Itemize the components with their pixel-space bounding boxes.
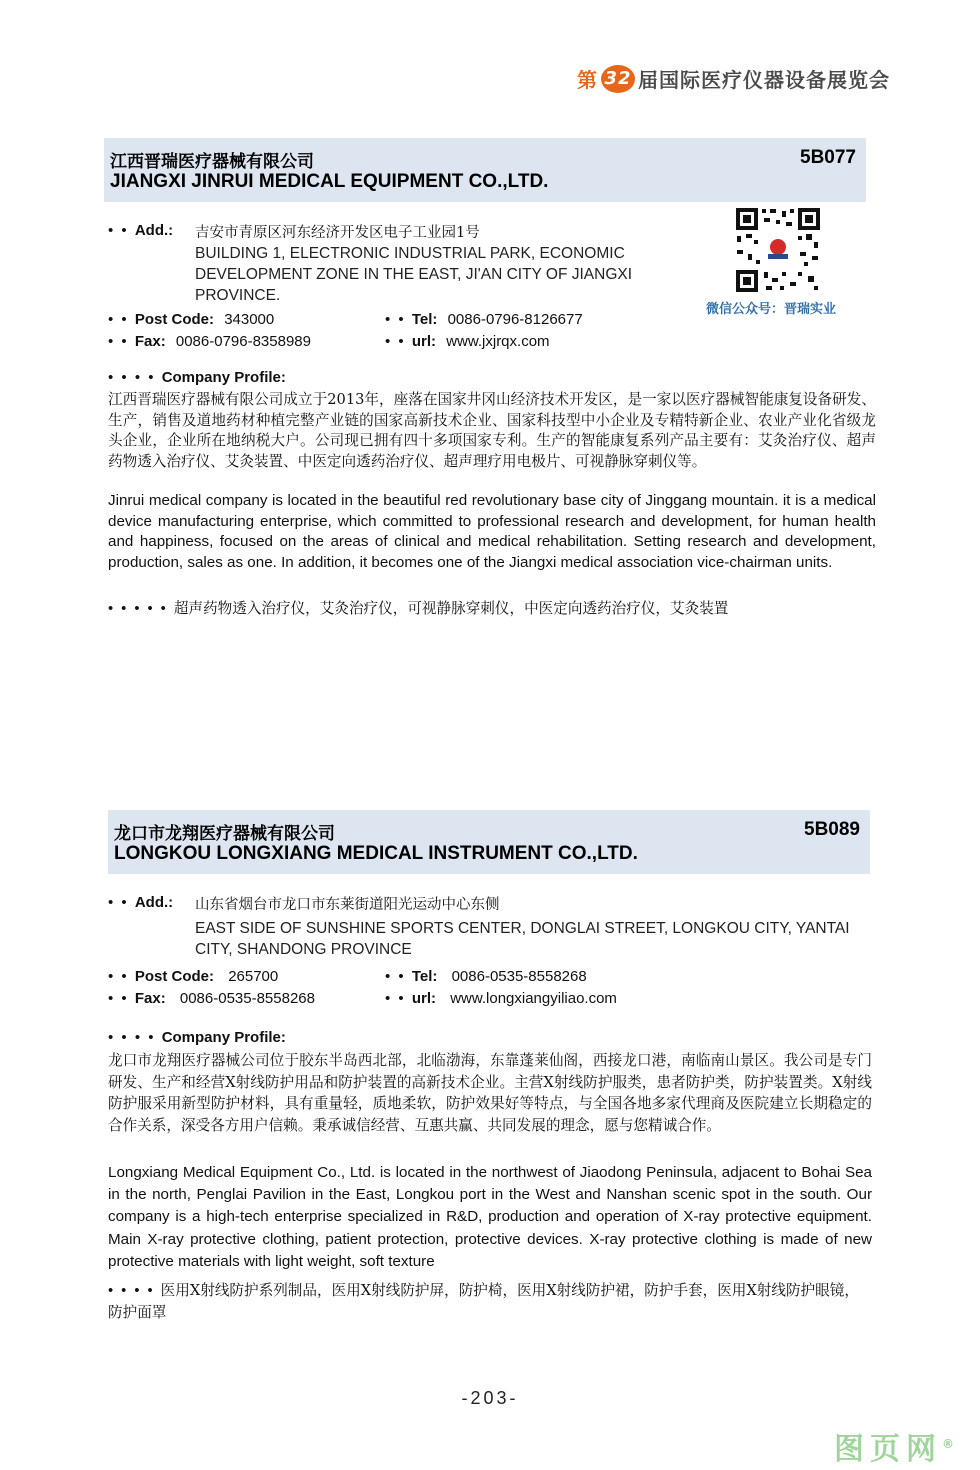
profile-label-row: • • • • Company Profile: — [108, 369, 286, 386]
tel-label: Tel: — [411, 968, 438, 985]
profile-label: Company Profile: — [161, 1029, 286, 1046]
address-en: EAST SIDE OF SUNSHINE SPORTS CENTER, DONGLAI STREET, LONGKOU CITY, YANTAI CITY, SHANDONG PROVINCE — [195, 920, 850, 958]
url-row: • • url: www.longxiangyiliao.com — [385, 990, 617, 1007]
company-name-en: JIANGXI JINRUI MEDICAL EQUIPMENT CO.,LTD. — [110, 171, 549, 192]
profile-cn: 江西晋瑞医疗器械有限公司成立于2013年，座落在国家井冈山经济技术开发区，是一家以医疗器械智能康复设备研发、生产，销售及道地药材种植完整产业链的国家高新技术企业、国家科技型中小企业及专精特新企业、农业产业化省级龙头企业，企业所在地纳税大户。公司现已拥有四十多项国家专利。生产的智能康复系列产品主要有：艾灸治疗仪、超声药物透入治疗仪、艾灸装置、中医定向透药治疗仪、超声理疗用电极片、可视静脉穿刺仪等。 — [108, 391, 876, 470]
fax-value: 0086-0796-8358989 — [175, 333, 311, 350]
qr-caption: 微信公众号：晋瑞实业 — [706, 302, 837, 317]
address-cn: 山东省烟台市龙口市东莱街道阳光运动中心东侧 — [195, 897, 500, 913]
tel-row: • • Tel: 0086-0796-8126677 — [385, 311, 583, 328]
registered-mark: ® — [942, 1437, 960, 1451]
address-en: BUILDING 1, ELECTRONIC INDUSTRIAL PARK, ECONOMIC DEVELOPMENT ZONE IN THE EAST, JI'AN CITY OF JIANGXI PROVINCE. — [195, 245, 633, 304]
fax-label: Fax: — [134, 333, 166, 350]
fax-value: 0086-0535-8558268 — [179, 990, 315, 1007]
address-label-row: • • Add.: — [108, 222, 174, 239]
url-link[interactable]: www.jxjrqx.com — [446, 333, 550, 350]
tel-row: • • Tel: 0086-0535-8558268 — [385, 968, 587, 985]
expo-header — [577, 64, 890, 93]
page-number: -203- — [461, 1388, 519, 1408]
tel-value: 0086-0535-8558268 — [451, 968, 587, 985]
company-name-en: LONGKOU LONGXIANG MEDICAL INSTRUMENT CO.,LTD. — [114, 843, 638, 864]
products-row: • • • • • 超声药物透入治疗仪，艾灸治疗仪，可视静脉穿刺仪，中医定向透药治疗仪，艾灸装置 — [108, 600, 729, 617]
postcode-label: Post Code: — [134, 968, 215, 985]
products-text: 医用X射线防护系列制品，医用X射线防护屏，防护椅，医用X射线防护裙，防护手套，医用X射线防护眼镜，防护面罩 — [108, 1282, 859, 1321]
postcode-row: • • Post Code: 265700 — [108, 968, 279, 985]
header-title: 届国际医疗仪器设备展览会 — [638, 68, 890, 92]
url-link[interactable]: www.longxiangyiliao.com — [450, 990, 617, 1007]
add-label: Add.: — [134, 222, 174, 239]
profile-en: Longxiang Medical Equipment Co., Ltd. is located in the northwest of Jiaodong Peninsula, adjacent to Bohai Sea in the north, Penglai Pavilion in the East, Longkou port in the West and Nanshan scenic spot in the south. Our company is a high-tech enterprise specialized in R&D, production and operation of X-ray protective equipment. Main X-ray protective clothing, patient protection, protective devices. X-ray protective clothing is made of new protective materials with light weight, soft texture — [108, 1164, 872, 1270]
fax-label: Fax: — [134, 990, 166, 1007]
fax-row: • • Fax: 0086-0535-8558268 — [108, 990, 315, 1007]
fax-row: • • Fax: 0086-0796-8358989 — [108, 333, 311, 350]
booth-number: 5B089 — [804, 819, 860, 840]
header-prefix: 第 — [577, 68, 598, 92]
booth-number: 5B077 — [800, 147, 856, 168]
company-title-band — [108, 810, 870, 874]
url-label: url: — [411, 990, 437, 1007]
profile-cn: 龙口市龙翔医疗器械公司位于胶东半岛西北部，北临渤海，东靠蓬莱仙阁，西接龙口港，南临南山景区。我公司是专门研发、生产和经营X射线防护用品和防护装置的高新技术企业。主营X射线防护服类，患者防护类，防护装置类。X射线防护服采用新型防护材料，具有重量轻，质地柔软，防护效果好等特点，与全国各地多家代理商及医院建立长期稳定的合作关系，深受各方用户信赖。秉承诚信经营、互惠共赢、共同发展的理念，愿与您精诚合作。 — [108, 1052, 872, 1134]
watermark-logo — [834, 1424, 960, 1468]
add-label: Add.: — [134, 894, 174, 911]
edition-badge: 32 — [601, 65, 635, 93]
tel-value: 0086-0796-8126677 — [447, 311, 583, 328]
watermark-text: 图页网 — [834, 1432, 942, 1467]
products-row: • • • • 医用X射线防护系列制品，医用X射线防护屏，防护椅，医用X射线防护裙，防护手套，医用X射线防护眼镜，防护面罩 — [108, 1282, 859, 1321]
url-label: url: — [411, 333, 437, 350]
profile-en: Jinrui medical company is located in the beautiful red revolutionary base city of Jinggang mountain. it is a medical device manufacturing enterprise, which committed to professional research and development, for human health and happiness, focused on the areas of clinical and medical rehabilitation. Setting research and development, production, sales as one. In addition, it becomes one of the Jiangxi medical association vice-chairman units. — [108, 492, 876, 571]
postcode-value: 343000 — [224, 311, 275, 328]
address-label-row: • • Add.: — [108, 894, 174, 911]
company-name-cn: 龙口市龙翔医疗器械有限公司 — [114, 824, 335, 844]
postcode-label: Post Code: — [134, 311, 215, 328]
tel-label: Tel: — [411, 311, 438, 328]
products-text: 超声药物透入治疗仪，艾灸治疗仪，可视静脉穿刺仪，中医定向透药治疗仪，艾灸装置 — [173, 600, 729, 617]
company-name-cn: 江西晋瑞医疗器械有限公司 — [110, 152, 314, 172]
company-title-band — [104, 138, 866, 202]
qr-code — [734, 206, 822, 294]
postcode-value: 265700 — [228, 968, 279, 985]
profile-label: Company Profile: — [161, 369, 286, 386]
url-row: • • url: www.jxjrqx.com — [385, 333, 550, 350]
postcode-row: • • Post Code: 343000 — [108, 311, 275, 328]
profile-label-row: • • • • Company Profile: — [108, 1029, 286, 1046]
address-cn: 吉安市青原区河东经济开发区电子工业园1号 — [195, 225, 480, 241]
